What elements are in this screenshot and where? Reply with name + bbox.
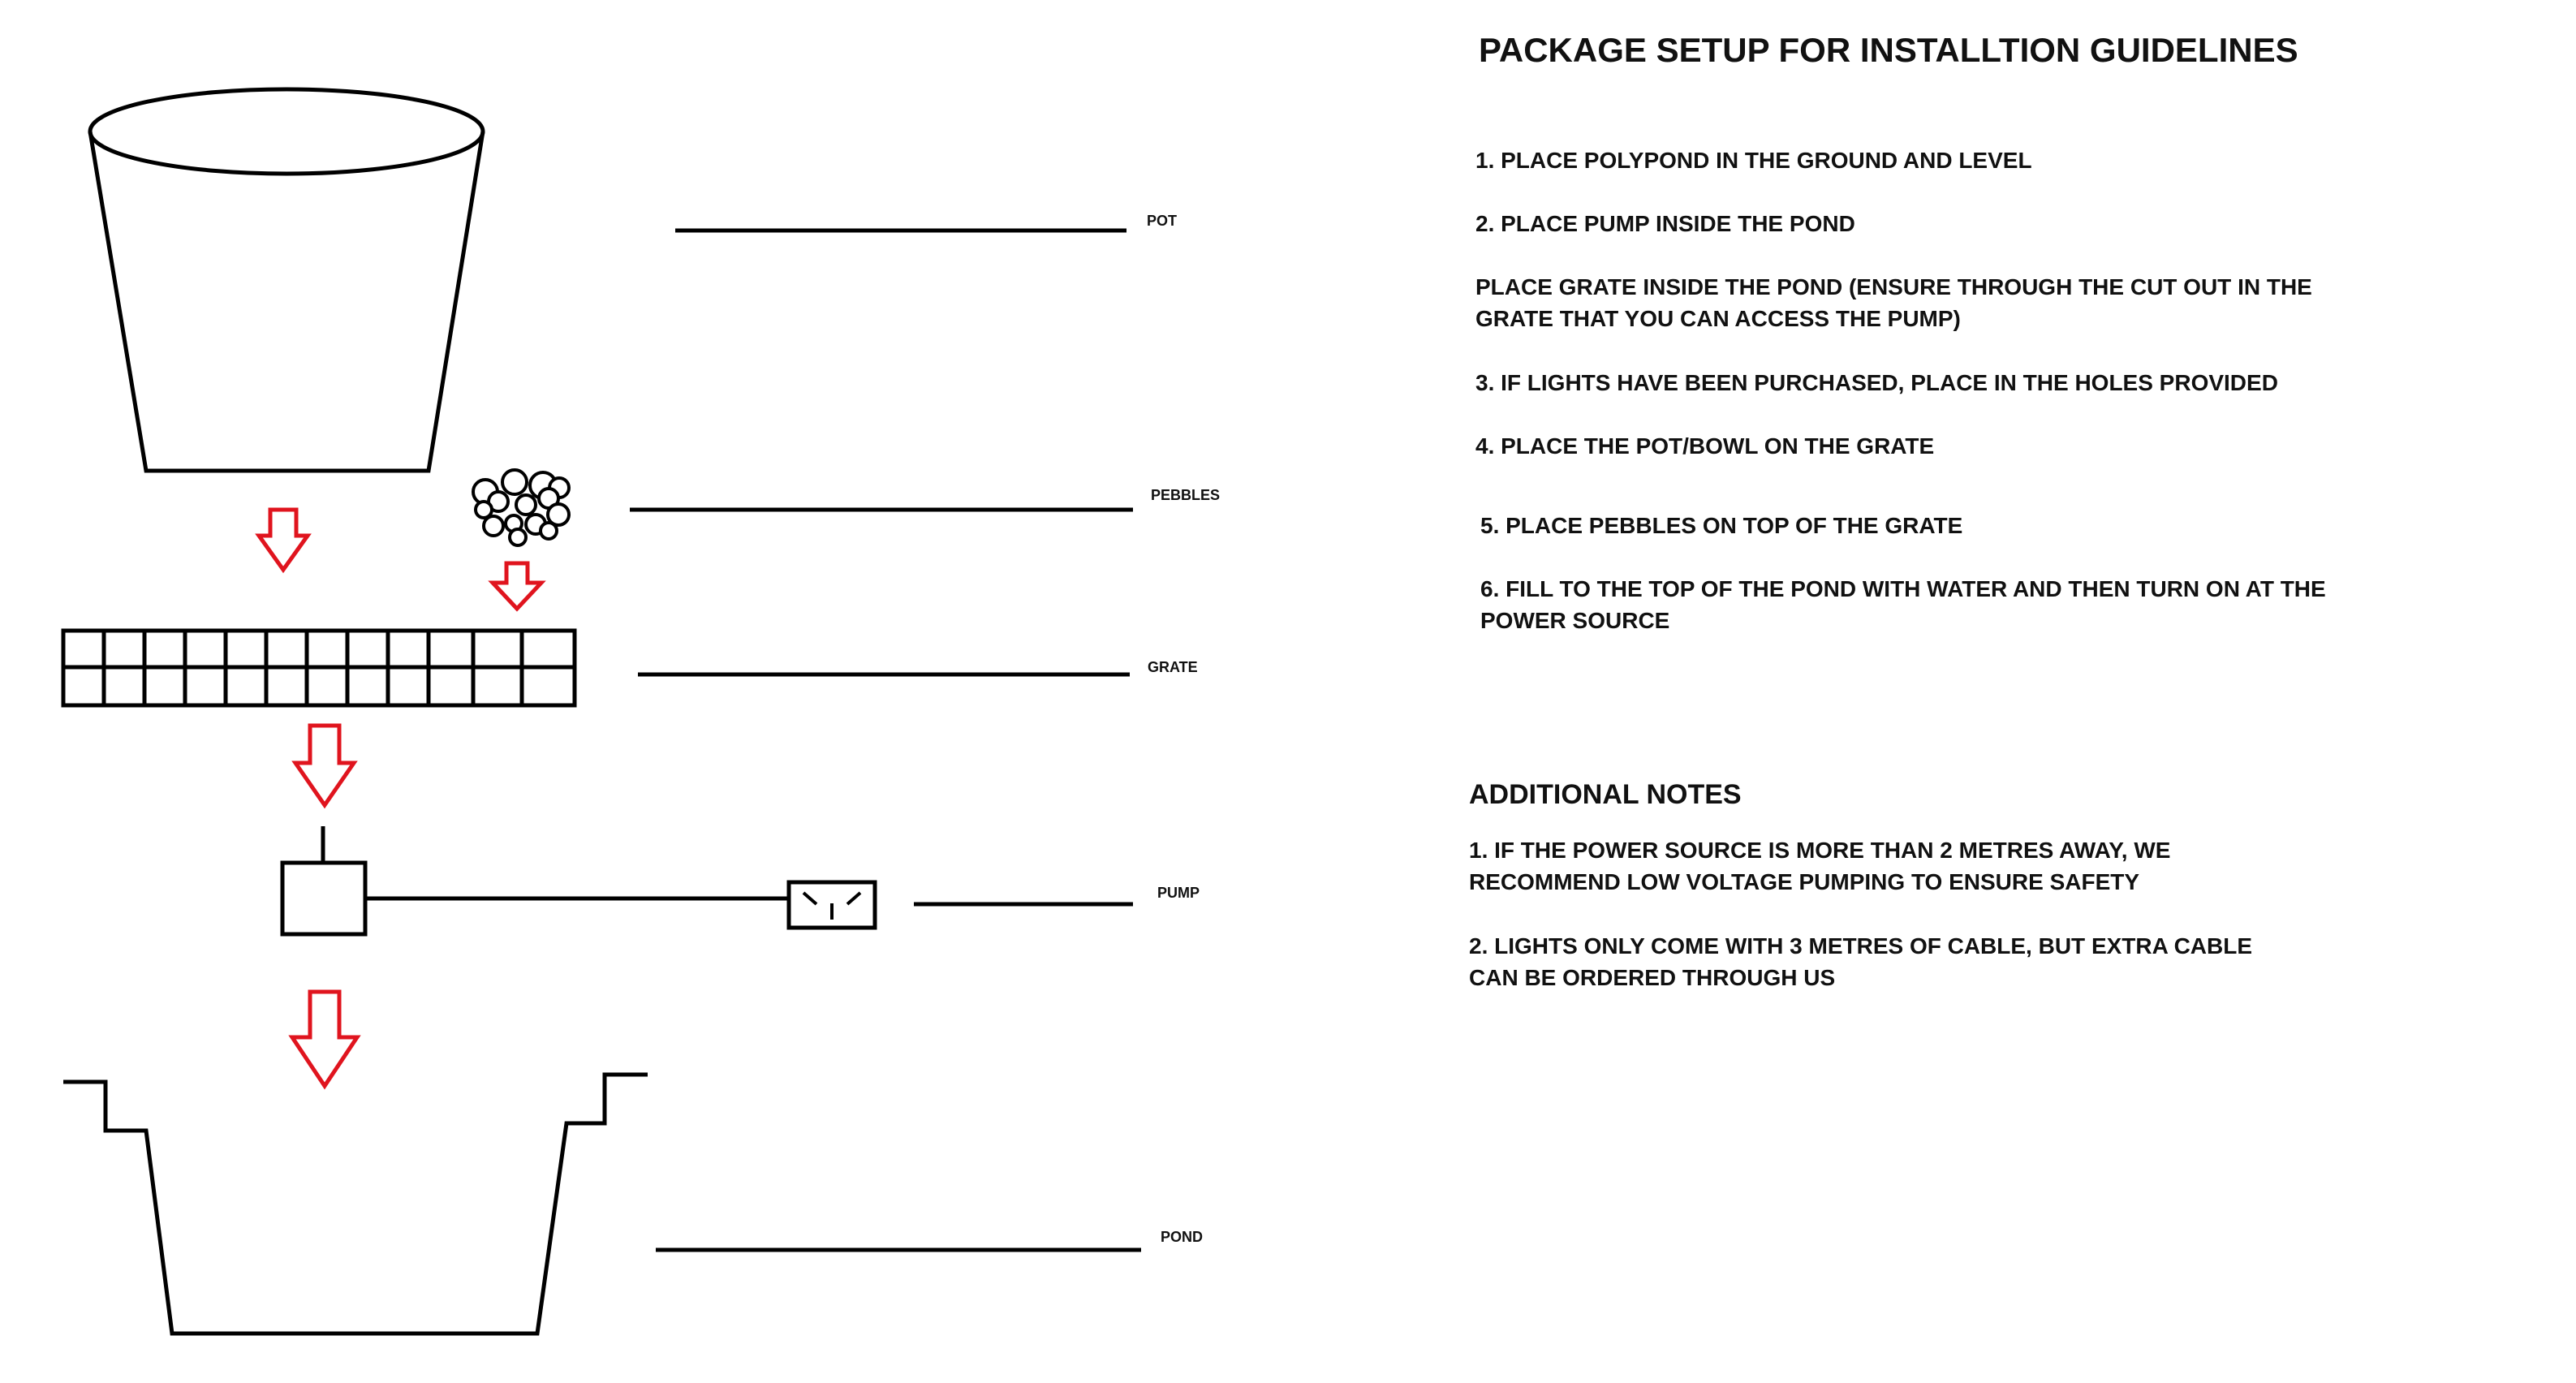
guideline-step: 3. IF LIGHTS HAVE BEEN PURCHASED, PLACE IN THE HOLES PROVIDED: [1475, 370, 2278, 395]
label-pebbles: PEBBLES: [1151, 487, 1221, 503]
down-arrow-4: [292, 992, 357, 1086]
guideline-step: 4. PLACE THE POT/BOWL ON THE GRATE: [1475, 433, 1935, 459]
exploded-assembly-diagram: [0, 0, 1266, 1383]
down-arrow-1: [259, 510, 308, 570]
down-arrow-3: [295, 726, 354, 805]
guidelines-title: PACKAGE SETUP FOR INSTALLTION GUIDELINES: [1479, 31, 2298, 69]
guideline-step: PLACE GRATE INSIDE THE POND (ENSURE THROUGH THE CUT OUT IN THE GRATE THAT YOU CAN ACCESS THE PUMP): [1475, 274, 2312, 331]
guideline-step: 5. PLACE PEBBLES ON TOP OF THE GRATE: [1480, 513, 1963, 538]
label-grate: GRATE: [1148, 659, 1198, 675]
pond-shape: [63, 1075, 648, 1333]
label-pump: PUMP: [1157, 885, 1200, 901]
pebbles-shape: [473, 470, 569, 545]
label-pot: POT: [1147, 213, 1178, 229]
guideline-step: 2. PLACE PUMP INSIDE THE POND: [1475, 211, 1855, 236]
down-arrow-2: [493, 563, 541, 609]
pot-shape: [90, 89, 483, 471]
guideline-step: 6. FILL TO THE TOP OF THE POND WITH WATER AND THEN TURN ON AT THE POWER SOURCE: [1480, 576, 2326, 633]
pump-shape: [282, 826, 875, 934]
note-item: 1. IF THE POWER SOURCE IS MORE THAN 2 METRES AWAY, WE RECOMMEND LOW VOLTAGE PUMPING TO ENSURE SAFETY: [1469, 838, 2171, 894]
guideline-step: 1. PLACE POLYPOND IN THE GROUND AND LEVEL: [1475, 148, 2032, 173]
grate-shape: [63, 631, 575, 705]
label-pond: POND: [1161, 1229, 1204, 1245]
notes-title: ADDITIONAL NOTES: [1469, 779, 1742, 810]
note-item: 2. LIGHTS ONLY COME WITH 3 METRES OF CABLE, BUT EXTRA CABLE CAN BE ORDERED THROUGH US: [1469, 933, 2253, 990]
